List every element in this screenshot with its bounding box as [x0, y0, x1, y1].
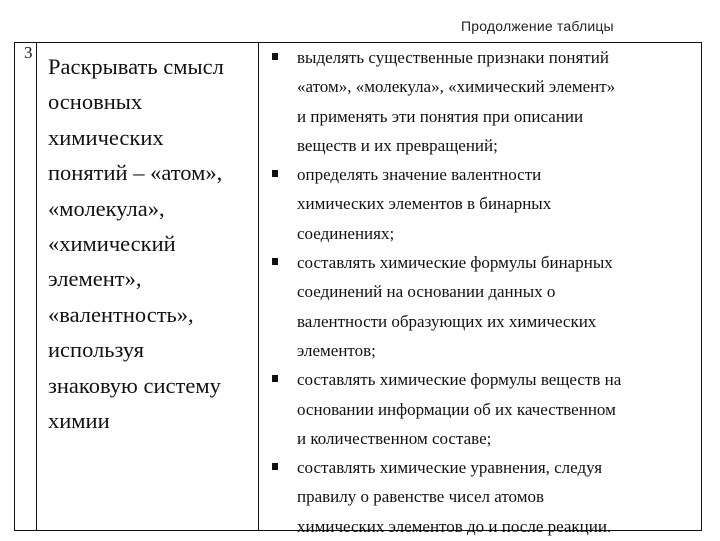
skill-text: химических элементов в бинарных: [297, 194, 552, 214]
bullet-square-icon: [272, 463, 278, 470]
skill-text: правилу о равенстве чисел атомов: [297, 487, 545, 507]
skill-text: химических элементов до и после реакции.: [297, 516, 612, 536]
skill-item-line: [267, 512, 697, 541]
bullet-square-icon: [272, 53, 278, 60]
column-divider: [36, 43, 37, 530]
skill-item-line: [267, 189, 697, 218]
column-divider: [258, 43, 259, 530]
goal-text-line: «химический: [48, 230, 176, 256]
skill-item-line: [267, 424, 697, 453]
goal-cell: [48, 49, 224, 438]
skill-item-line: [267, 219, 697, 248]
skill-item-line: [267, 453, 697, 482]
goal-text-line: химических: [48, 124, 164, 150]
skill-text: и количественном составе;: [297, 428, 492, 448]
goal-text-line: элемент»,: [48, 266, 142, 292]
skill-text: составлять химические формулы бинарных: [297, 253, 613, 273]
row-number: 3: [24, 43, 33, 62]
skill-item-line: [267, 102, 697, 131]
skill-text: составлять химические уравнения, следуя: [297, 458, 603, 478]
skill-text: «атом», «молекула», «химический элемент»: [297, 77, 616, 97]
skill-text: основании информации об их качественном: [297, 399, 616, 419]
skill-item-line: [267, 72, 697, 101]
skill-item-line: [267, 43, 697, 72]
goal-text-line: химии: [48, 407, 110, 433]
skill-item-line: [267, 336, 697, 365]
skill-item-line: [267, 365, 697, 394]
skill-text: и применять эти понятия при описании: [297, 106, 584, 126]
skill-item-line: [267, 307, 697, 336]
skills-cell: [267, 43, 697, 541]
goal-text-line: используя: [48, 337, 144, 363]
skill-item-line: [267, 248, 697, 277]
goal-text-line: знаковую систему: [48, 372, 221, 398]
goal-text-line: Раскрывать смысл: [48, 54, 224, 79]
goal-text-line: понятий – «атом»,: [48, 160, 223, 186]
goal-text-line: «молекула»,: [48, 195, 165, 221]
skill-text: элементов;: [297, 340, 376, 360]
goal-text-line: основных: [48, 89, 143, 115]
bullet-square-icon: [272, 258, 278, 265]
skill-text: выделять существенные признаки понятий: [297, 48, 609, 67]
skill-item-line: [267, 482, 697, 511]
skill-item-line: [267, 277, 697, 306]
skill-text: составлять химические формулы веществ на: [297, 370, 622, 390]
skill-text: определять значение валентности: [297, 165, 542, 185]
skill-item-line: [267, 131, 697, 160]
skill-text: веществ и их превращений;: [297, 135, 498, 155]
skill-text: соединений на основании данных о: [297, 282, 556, 302]
skill-text: соединениях;: [297, 223, 395, 243]
skill-text: валентности образующих их химических: [297, 311, 597, 331]
table-continuation-caption: Продолжение таблицы: [461, 18, 614, 34]
goal-text-line: «валентность»,: [48, 301, 194, 327]
bullet-square-icon: [272, 170, 278, 177]
curriculum-table: [14, 42, 702, 536]
skill-item-line: [267, 395, 697, 424]
skill-item-line: [267, 160, 697, 189]
bullet-square-icon: [272, 375, 278, 382]
